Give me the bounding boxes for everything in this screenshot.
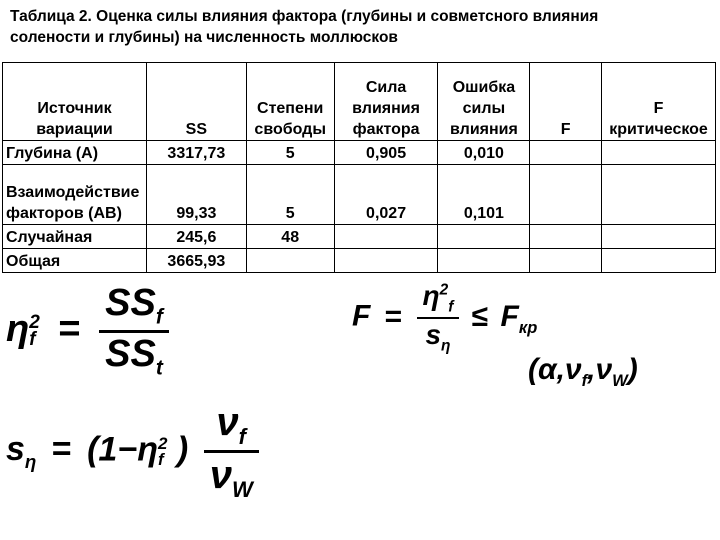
- formula-s-eta: $s_\eta = (1-\eta$ 2 f ) $\frac{\nu_f}{\nu_W}$: [6, 400, 259, 503]
- row-power: [334, 249, 438, 273]
- row-power: [334, 225, 438, 249]
- row-source: Случайная: [3, 225, 147, 249]
- row-ss: 3665,93: [146, 249, 246, 273]
- header-row: [3, 63, 716, 141]
- table-row: [3, 225, 716, 249]
- fraction-nu: $\frac{\nu_f}{\nu_W}$: [204, 400, 259, 503]
- header-ss: SS: [146, 63, 246, 141]
- row-f: [530, 225, 602, 249]
- row-power: 0,905: [334, 141, 438, 165]
- row-fcrit: [602, 141, 716, 165]
- row-power: 0,027: [334, 165, 438, 225]
- row-df: [246, 249, 334, 273]
- row-fcrit: [602, 225, 716, 249]
- row-error: [438, 225, 530, 249]
- formula-eta-squared: η 2 f = $\frac{SS_f}{SS_t}$: [6, 282, 169, 380]
- row-ss: 3317,73: [146, 141, 246, 165]
- f-crit-arguments: $(\alpha,\nu_f,\nu_W)$: [528, 353, 638, 391]
- fraction-eta-s: $\frac{\eta^2_f}{s_\eta}$: [417, 280, 460, 355]
- title-line-1: Таблица 2. Оценка силы влияния фактора (глубины и совметсного влияния: [10, 8, 599, 25]
- row-df: 48: [246, 225, 334, 249]
- table-row: [3, 165, 716, 225]
- row-source: Глубина (А): [3, 141, 147, 165]
- row-ss: 99,33: [146, 165, 246, 225]
- row-source: Взаимодействие факторов (АВ): [3, 165, 147, 225]
- row-ss: 245,6: [146, 225, 246, 249]
- row-df: 5: [246, 141, 334, 165]
- row-error: 0,010: [438, 141, 530, 165]
- row-error: [438, 249, 530, 273]
- header-power: Сила влияния фактора: [334, 63, 438, 141]
- title-line-2: солености и глубины) на численность моллюсков: [10, 29, 398, 46]
- row-fcrit: [602, 249, 716, 273]
- table-title: [10, 6, 700, 48]
- anova-table: [2, 62, 716, 273]
- header-error: Ошибка силы влияния: [438, 63, 530, 141]
- fraction-ss: $\frac{SS_f}{SS_t}$: [99, 282, 169, 380]
- equals-sign: =: [58, 308, 81, 351]
- row-f: [530, 249, 602, 273]
- row-f: [530, 165, 602, 225]
- row-error: 0,101: [438, 165, 530, 225]
- row-fcrit: [602, 165, 716, 225]
- table-row: [3, 141, 716, 165]
- header-df: Степени свободы: [246, 63, 334, 141]
- row-f: [530, 141, 602, 165]
- eta-symbol: η: [6, 308, 30, 351]
- header-source: Источник вариации: [3, 63, 147, 141]
- table-row: [3, 249, 716, 273]
- header-fcrit: F критическое: [602, 63, 716, 141]
- row-df: 5: [246, 165, 334, 225]
- formula-f-test: F = $\frac{\eta^2_f}{s_\eta}$ ≤ $F_{кр}$ $(\alpha,\nu_f,\nu_W)$: [352, 280, 712, 391]
- row-source: Общая: [3, 249, 147, 273]
- header-f: F: [530, 63, 602, 141]
